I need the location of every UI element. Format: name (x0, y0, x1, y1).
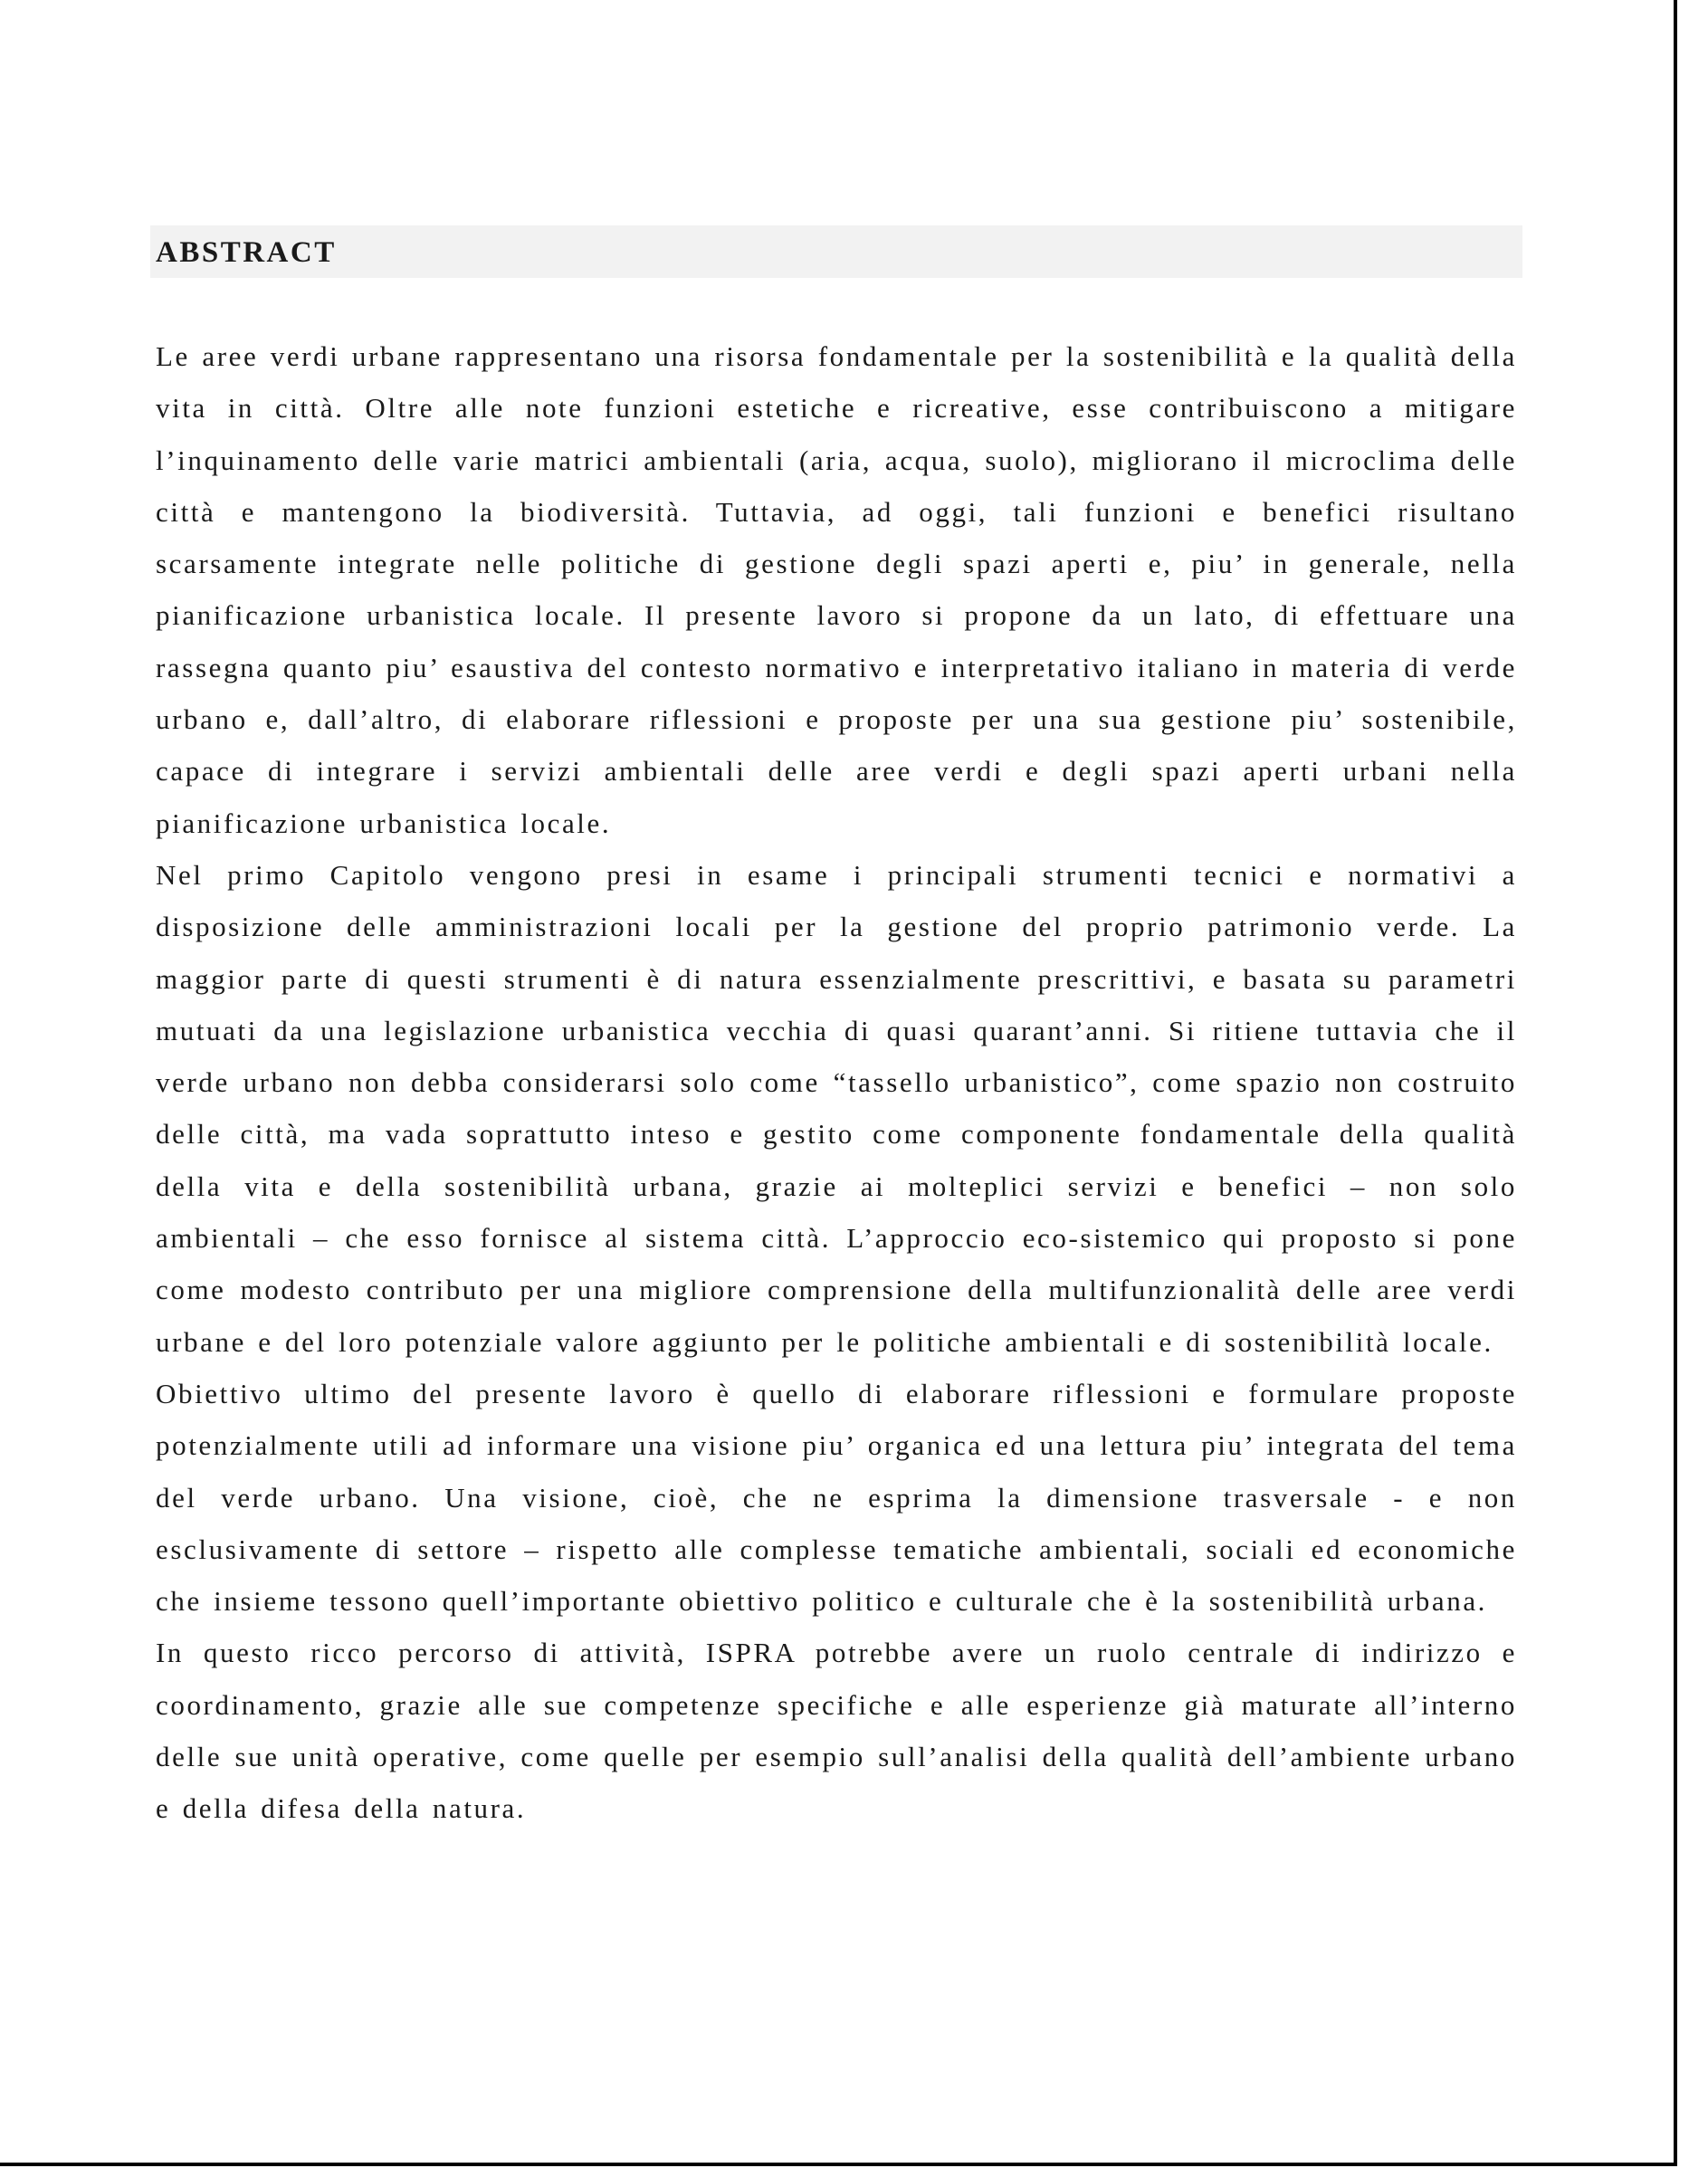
abstract-paragraph-1: Le aree verdi urbane rappresentano una risorsa fondamentale per la sostenibilità e la qualità della vita in città. Oltre alle note funzioni estetiche e ricreative, esse contribuiscono a mitigare l’inquinamento delle varie matrici ambientali (aria, acqua, suolo), migliorano il microclima delle città e mantengono la biodiversità. Tuttavia, ad oggi, tali funzioni e benefici risultano scarsamente integrate nelle politiche di gestione degli spazi aperti e, piu’ in generale, nella pianificazione urbanistica locale. Il presente lavoro si propone da un lato, di effettuare una rassegna quanto piu’ esaustiva del contesto normativo e interpretativo italiano in materia di verde urbano e, dall’altro, di elaborare riflessioni e proposte per una sua gestione piu’ sostenibile, capace di integrare i servizi ambientali delle aree verdi e degli spazi aperti urbani nella pianificazione urbanistica locale. (156, 340, 1517, 839)
abstract-paragraph-4: In questo ricco percorso di attività, ISPRA potrebbe avere un ruolo centrale di indirizzo e coordinamento, grazie alle sue competenze specifiche e alle esperienze già maturate all’interno delle sue unità operative, come quelle per esempio sull’analisi della qualità dell’ambiente urbano e della difesa della natura. (156, 1637, 1517, 1825)
abstract-paragraph-2: Nel primo Capitolo vengono presi in esame i principali strumenti tecnici e normativi a disposizione delle amministrazioni locali per la gestione del proprio patrimonio verde. La maggior parte di questi strumenti è di natura essenzialmente prescrittivi, e basata su parametri mutuati da una legislazione urbanistica vecchia di quasi quarant’anni. Si ritiene tuttavia che il verde urbano non debba considerarsi solo come “tassello urbanistico”, come spazio non costruito delle città, ma vada soprattutto inteso e gestito come componente fondamentale della qualità della vita e della sostenibilità urbana, grazie ai molteplici servizi e benefici – non solo ambientali – che esso fornisce al sistema città. L’approccio eco-sistemico qui proposto si pone come modesto contributo per una migliore comprensione della multifunzionalità delle aree verdi urbane e del loro potenziale valore aggiunto per le politiche ambientali e di sostenibilità locale. (156, 858, 1517, 1358)
abstract-body (156, 330, 1517, 1835)
abstract-paragraph-3: Obiettivo ultimo del presente lavoro è quello di elaborare riflessioni e formulare proposte potenzialmente utili ad informare una visione piu’ organica ed una lettura piu’ integrata del tema del verde urbano. Una visione, cioè, che ne esprima la dimensione trasversale - e non esclusivamente di settore – rispetto alle complesse tematiche ambientali, sociali ed economiche che insieme tessono quell’importante obiettivo politico e culturale che è la sostenibilità urbana. (156, 1377, 1517, 1618)
heading-background (150, 225, 1522, 278)
section-heading: ABSTRACT (156, 236, 337, 269)
